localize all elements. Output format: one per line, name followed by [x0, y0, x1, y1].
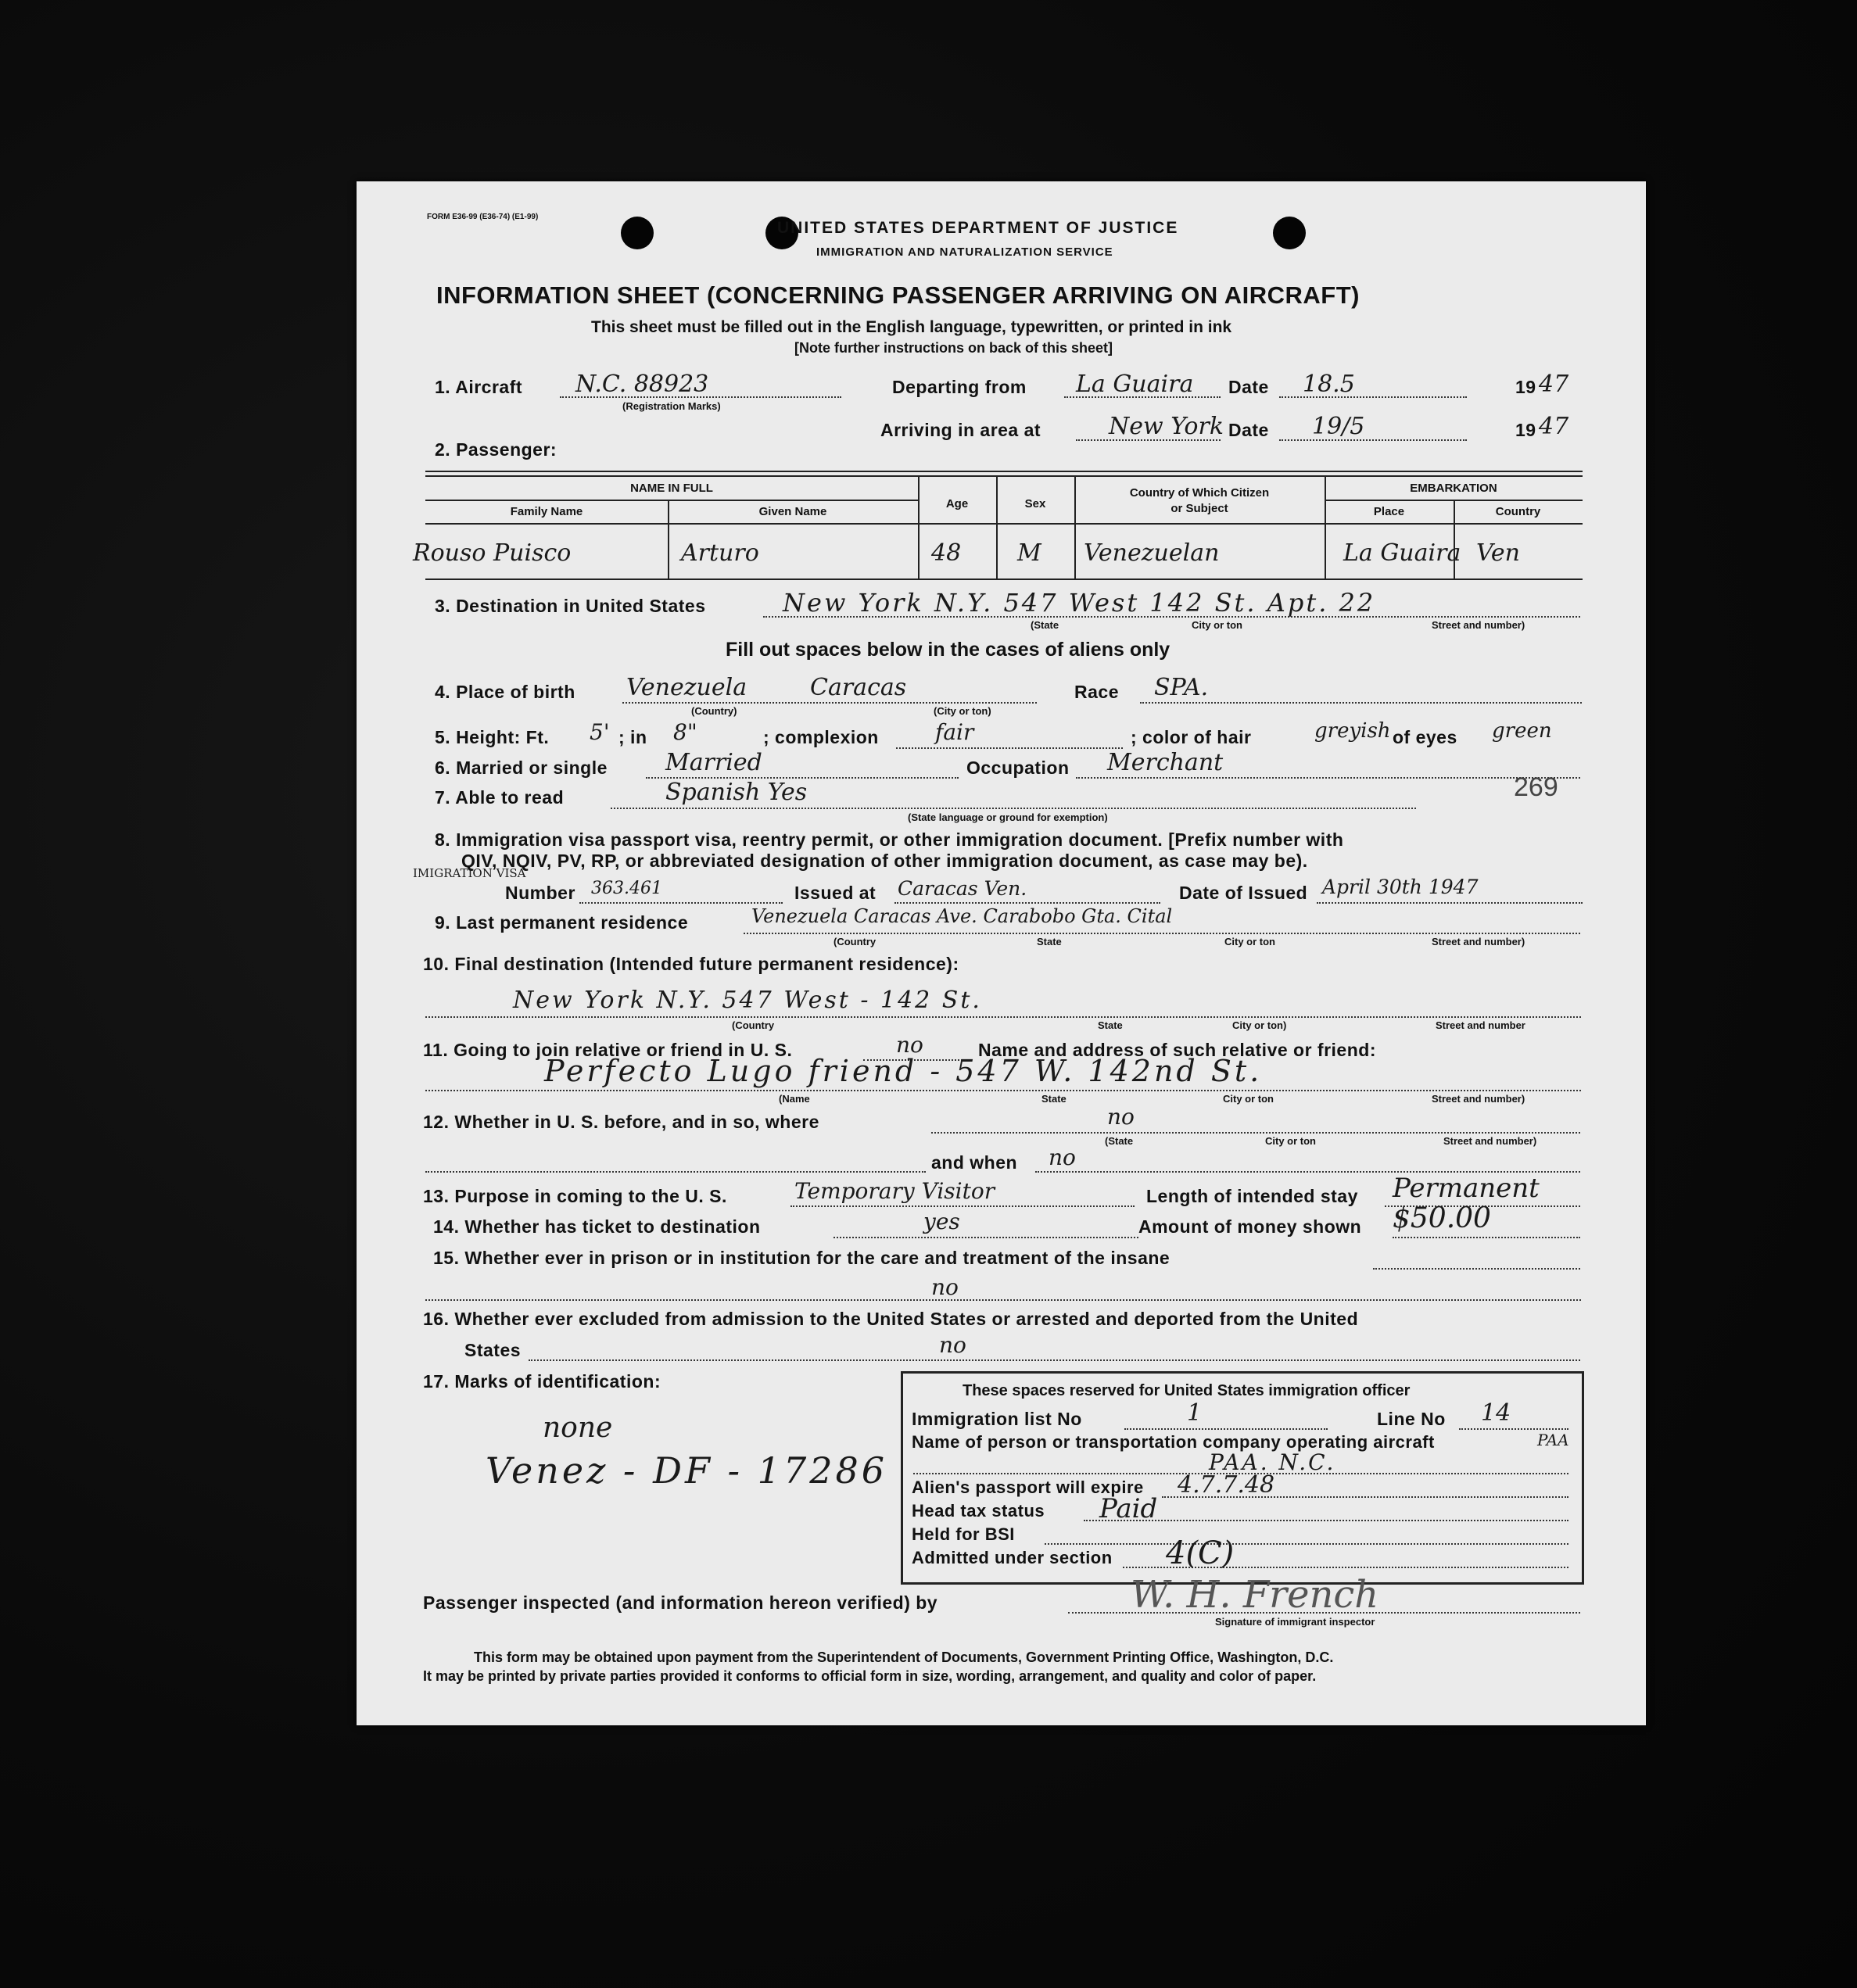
stay-label: Length of intended stay [1146, 1186, 1358, 1206]
inspector-signature: W. H. French [1131, 1573, 1379, 1617]
item4-sub-city: (City or ton) [934, 705, 991, 717]
item11-sub-street: Street and number) [1432, 1093, 1525, 1105]
number-label: Number [505, 883, 575, 903]
item17-label: 17. Marks of identification: [423, 1371, 661, 1392]
last-residence-value: Venezuela Caracas Ave. Carabobo Gta. Cital [751, 905, 1173, 927]
family-name-header: Family Name [510, 505, 583, 518]
given-name-value: Arturo [681, 539, 759, 567]
arrive-year-value: 47 [1539, 413, 1569, 440]
sex-value: M [1017, 539, 1041, 567]
race-label: Race [1074, 682, 1119, 702]
item10-sub-city: City or ton) [1232, 1019, 1287, 1031]
item12-label: 12. Whether in U. S. before, and in so, where [423, 1112, 819, 1132]
issued-at-value: Caracas Ven. [898, 877, 1027, 900]
line-label: Line No [1377, 1409, 1446, 1429]
punch-hole-right [1273, 217, 1306, 249]
item16-label-line1: 16. Whether ever excluded from admission to the United States or arrested and deported from the United [423, 1309, 1359, 1329]
depart-date-label: Date [1228, 377, 1269, 397]
item4-label: 4. Place of birth [435, 682, 575, 702]
given-name-header: Given Name [758, 505, 827, 518]
item8-label-line2: QIV, NQIV, PV, RP, or abbreviated designation of other immigration document, as case may be). [461, 851, 1308, 871]
race-value: SPA. [1154, 674, 1209, 701]
item6-label: 6. Married or single [435, 758, 608, 778]
arrive-year-label: 19 [1515, 420, 1536, 440]
item9-sub-city: City or ton [1224, 936, 1275, 947]
marks-value-line2: Venez - DF - 17286 [486, 1449, 888, 1492]
country-header-1: Country of Which Citizen [1129, 486, 1270, 500]
item15-label: 15. Whether ever in prison or in institution for the care and treatment of the insane [433, 1248, 1170, 1268]
item9-sub-country: (Country [833, 936, 877, 947]
information-sheet [357, 181, 1646, 1725]
item8-label-line1: 8. Immigration visa passport visa, reentry permit, or other immigration document. [Prefix number with [435, 829, 1344, 850]
item1-label: 1. Aircraft [435, 377, 523, 397]
item10-sub-country: (Country [732, 1019, 775, 1031]
item10-sub-state: State [1098, 1019, 1123, 1031]
departing-value: La Guaira [1076, 371, 1194, 398]
passport-label: Alien's passport will expire [912, 1478, 1144, 1497]
form-number: FORM E36-99 (E36-74) (E1-99) [427, 213, 539, 221]
join-relative-value: no [896, 1032, 923, 1058]
headtax-value: Paid [1099, 1493, 1158, 1524]
when-value: no [1049, 1144, 1076, 1170]
final-destination-value: New York N.Y. 547 West - 142 St. [513, 987, 982, 1014]
eyes-label: of eyes [1393, 727, 1457, 747]
visa-prefix-value: IMIGRATION VISA [413, 866, 526, 880]
stamp-number: 269 [1514, 772, 1558, 802]
officer-box-title: These spaces reserved for United States immigration officer [963, 1382, 1411, 1399]
friend-value: Perfecto Lugo friend - 547 W. 142nd St. [544, 1054, 1263, 1088]
height-ft-value: 5' [590, 719, 610, 745]
passport-value: 4.7.7.48 [1178, 1471, 1275, 1499]
in-us-before-value: no [1107, 1104, 1135, 1130]
section-label: Admitted under section [912, 1548, 1113, 1567]
item12-sub-state: (State [1105, 1135, 1134, 1147]
list-value: 1 [1187, 1399, 1203, 1427]
item16-label-line2: States [464, 1340, 522, 1360]
age-value: 48 [931, 539, 962, 567]
item3-sub-street: Street and number) [1432, 619, 1525, 631]
inspection-label: Passenger inspected (and information hereon verified) by [423, 1592, 938, 1613]
operator-label: Name of person or transportation company operating aircraft [912, 1432, 1435, 1452]
item10-sub-street: Street and number [1436, 1019, 1525, 1031]
marks-value-line1: none [543, 1412, 613, 1444]
item11-sub-city: City or ton [1223, 1093, 1274, 1105]
relative-name-label: Name and address of such relative or friend: [978, 1040, 1376, 1060]
read-value: Spanish Yes [665, 779, 808, 806]
money-label: Amount of money shown [1138, 1216, 1362, 1237]
arriving-value: New York [1109, 413, 1224, 440]
item9-label: 9. Last permanent residence [435, 912, 689, 933]
complexion-label: ; complexion [763, 727, 879, 747]
registration-sub: (Registration Marks) [622, 400, 721, 412]
bsi-label: Held for BSI [912, 1524, 1015, 1544]
age-header: Age [945, 497, 969, 510]
item11-label: 11. Going to join relative or friend in U. S. [423, 1040, 793, 1060]
item2-label: 2. Passenger: [435, 439, 557, 460]
married-value: Married [665, 749, 762, 776]
instructions-note: [Note further instructions on back of this sheet] [794, 340, 1113, 356]
list-label: Immigration list No [912, 1409, 1082, 1429]
issued-at-label: Issued at [794, 883, 877, 903]
when-label: and when [931, 1152, 1018, 1173]
operator-value-2: PAA. N.C. [1209, 1449, 1336, 1475]
item9-sub-state: State [1037, 936, 1062, 947]
aliens-header: Fill out spaces below in the cases of aliens only [726, 639, 1170, 661]
arrive-date-label: Date [1228, 420, 1269, 440]
occupation-value: Merchant [1107, 749, 1224, 776]
instructions: This sheet must be filled out in the English language, typewritten, or printed in ink [591, 318, 1232, 336]
depart-year-label: 19 [1515, 377, 1536, 397]
complexion-value: fair [935, 719, 974, 745]
footer-line2: It may be printed by private parties provided it conforms to official form in size, wording, arrangement, and quality and color of paper. [423, 1668, 1317, 1684]
departing-label: Departing from [892, 377, 1027, 397]
department-line1: UNITED STATES DEPARTMENT OF JUSTICE [777, 219, 1179, 237]
item11-sub-name: (Name [779, 1093, 810, 1105]
item14-label: 14. Whether has ticket to destination [433, 1216, 761, 1237]
arriving-label: Arriving in area at [880, 420, 1041, 440]
money-value: $50.00 [1393, 1202, 1491, 1234]
section-value: 4(C) [1166, 1535, 1235, 1571]
item12-sub-street: Street and number) [1443, 1135, 1537, 1147]
headtax-label: Head tax status [912, 1501, 1045, 1521]
eyes-value: green [1492, 719, 1552, 743]
item10-label: 10. Final destination (Intended future permanent residence): [423, 954, 959, 974]
item3-sub-state: (State [1031, 619, 1059, 631]
inspection-sub: Signature of immigrant inspector [1215, 1616, 1375, 1628]
depart-year-value: 47 [1539, 371, 1569, 398]
country-header-2: or Subject [1170, 502, 1228, 515]
hair-value: greyish [1314, 719, 1391, 743]
item7-sub: (State language or ground for exemption) [908, 811, 1108, 823]
occupation-label: Occupation [966, 758, 1070, 778]
form-title: INFORMATION SHEET (CONCERNING PASSENGER ARRIVING ON AIRCRAFT) [436, 281, 1360, 309]
emb-place-value: La Guaira [1343, 539, 1461, 567]
emb-country-header: Country [1495, 505, 1541, 518]
purpose-value: Temporary Visitor [794, 1178, 995, 1204]
prison-value: no [931, 1274, 959, 1300]
item11-sub-state: State [1041, 1093, 1067, 1105]
place-header: Place [1373, 505, 1405, 518]
ticket-value: yes [923, 1209, 960, 1234]
destination-value: New York N.Y. 547 West 142 St. Apt. 22 [783, 588, 1376, 618]
item12-sub-city: City or ton [1265, 1135, 1316, 1147]
citizen-value: Venezuelan [1084, 539, 1220, 567]
item3-sub-city: City or ton [1192, 619, 1242, 631]
date-issued-value: April 30th 1947 [1322, 876, 1479, 898]
aircraft-value: N.C. 88923 [575, 371, 709, 398]
excluded-value: no [939, 1332, 966, 1358]
item7-label: 7. Able to read [435, 787, 565, 808]
visa-number-value: 363.461 [591, 879, 662, 898]
height-in-value: 8" [673, 719, 697, 745]
item9-sub-street: Street and number) [1432, 936, 1525, 947]
birth-city-value: Caracas [810, 674, 907, 701]
sex-header: Sex [1024, 497, 1046, 510]
stay-value: Permanent [1393, 1173, 1540, 1204]
item5-label: 5. Height: Ft. [435, 727, 550, 747]
hair-label: ; color of hair [1131, 727, 1252, 747]
item3-label: 3. Destination in United States [435, 596, 706, 616]
family-name-value: Rouso Puisco [413, 539, 572, 567]
date-issued-label: Date of Issued [1179, 883, 1308, 903]
operator-value: PAA [1537, 1431, 1569, 1449]
name-in-full-header: NAME IN FULL [630, 482, 713, 495]
arrive-date-value: 19/5 [1312, 413, 1365, 440]
emb-country-value: Ven [1476, 539, 1520, 567]
birth-country-value: Venezuela [626, 674, 747, 701]
footer-line1: This form may be obtained upon payment from the Superintendent of Documents, Government Printing Office, Washington, D.C. [474, 1650, 1334, 1665]
punch-hole-left [621, 217, 654, 249]
item13-label: 13. Purpose in coming to the U. S. [423, 1186, 727, 1206]
height-in-label: ; in [618, 727, 647, 747]
embarkation-header: EMBARKATION [1410, 482, 1497, 495]
line-value: 14 [1481, 1399, 1511, 1427]
department-line2: IMMIGRATION AND NATURALIZATION SERVICE [816, 245, 1113, 259]
depart-date-value: 18.5 [1303, 371, 1355, 398]
item4-sub-country: (Country) [691, 705, 737, 717]
